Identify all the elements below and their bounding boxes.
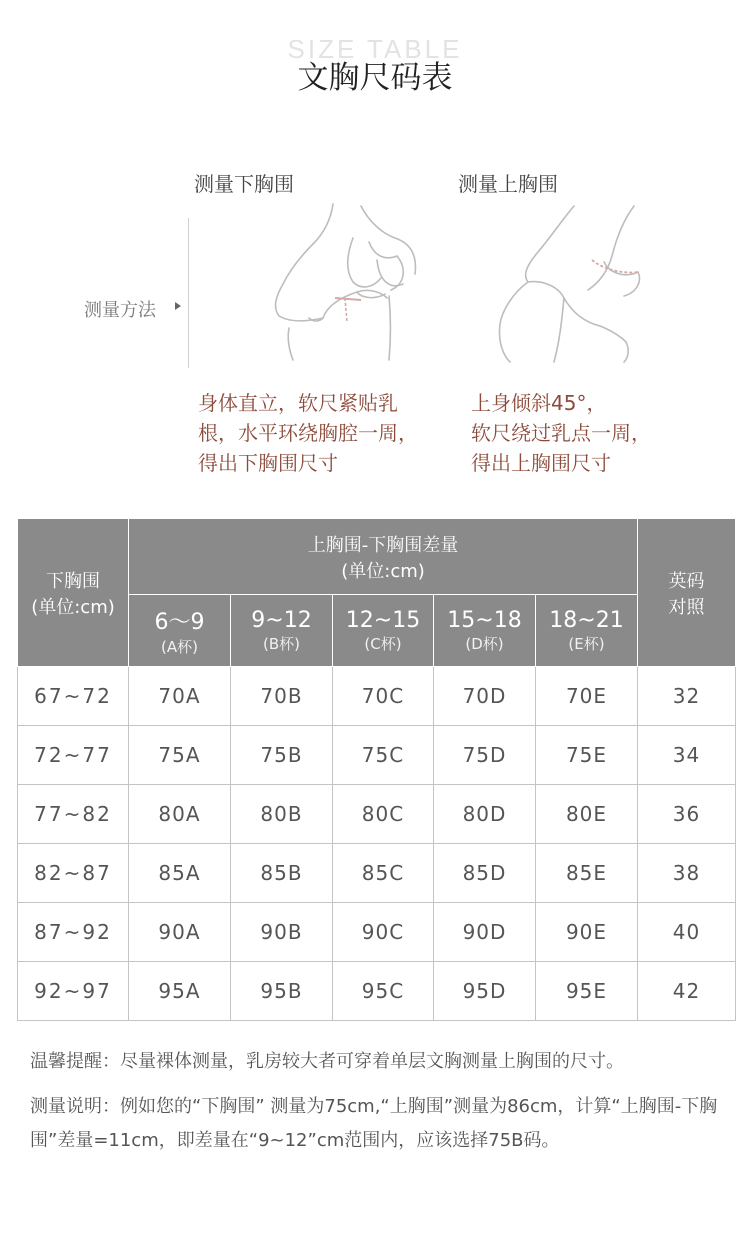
size-cell: 70A	[129, 667, 231, 726]
size-cell: 75B	[231, 726, 333, 785]
size-cell: 85A	[129, 844, 231, 903]
left-illustration-title: 测量下胸围	[194, 172, 294, 196]
cup-letter: (A杯)	[161, 637, 198, 656]
header-under-unit: (单位:cm)	[31, 596, 115, 618]
size-cell: 90D	[434, 903, 536, 962]
cup-letter: (C杯)	[364, 634, 402, 653]
divider	[188, 218, 189, 368]
cup-range: 12~15	[345, 607, 421, 633]
left-instruction-line: 身体直立，软尺紧贴乳	[198, 391, 398, 415]
right-instruction-line: 上身倾斜45°，	[471, 391, 607, 415]
tip-note: 温馨提醒：尽量裸体测量，乳房较大者可穿着单层文胸测量上胸围的尺寸。	[30, 1051, 624, 1072]
right-instruction-line: 得出上胸围尺寸	[471, 451, 611, 475]
size-cell: 70D	[434, 667, 536, 726]
under-bust-cell: 67~72	[18, 667, 129, 726]
uk-size-cell: 36	[638, 785, 736, 844]
header-uk-size	[638, 519, 736, 667]
underbust-illustration	[265, 198, 440, 363]
left-instructions	[198, 388, 418, 478]
under-bust-cell: 87~92	[18, 903, 129, 962]
size-cell: 80B	[231, 785, 333, 844]
header-under-bust	[18, 519, 129, 667]
right-illustration-title: 测量上胸围	[458, 172, 558, 196]
arrow-right-icon	[175, 302, 181, 310]
header-diff-label: 上胸围-下胸围差量	[307, 534, 459, 556]
size-rows	[18, 667, 736, 1021]
ghost-subtitle: SIZE TABLE	[287, 34, 463, 64]
table-row	[18, 903, 736, 962]
header-uk-label2: 对照	[668, 596, 705, 618]
cup-range: 15~18	[447, 607, 522, 633]
table-row	[18, 726, 736, 785]
header-cup	[434, 595, 536, 667]
uk-size-cell: 42	[638, 962, 736, 1021]
bust-illustration	[492, 200, 652, 365]
size-cell: 95B	[231, 962, 333, 1021]
uk-size-cell: 32	[638, 667, 736, 726]
cup-letter: (E杯)	[568, 634, 605, 653]
size-cell: 80E	[536, 785, 638, 844]
size-cell: 85B	[231, 844, 333, 903]
header-uk-label: 英码	[668, 570, 705, 592]
table-row	[18, 667, 736, 726]
size-cell: 70C	[333, 667, 434, 726]
size-cell: 80A	[129, 785, 231, 844]
size-cell: 85E	[536, 844, 638, 903]
header-cup	[129, 595, 231, 667]
header-difference	[129, 519, 638, 595]
size-cell: 75E	[536, 726, 638, 785]
size-cell: 75A	[129, 726, 231, 785]
size-cell: 95E	[536, 962, 638, 1021]
cup-letter: (B杯)	[263, 634, 300, 653]
size-cell: 85C	[333, 844, 434, 903]
page-title: 文胸尺码表	[297, 60, 453, 96]
left-instruction-line: 得出下胸围尺寸	[198, 451, 338, 475]
uk-size-cell: 38	[638, 844, 736, 903]
cup-letter: (D杯)	[465, 634, 504, 653]
under-bust-cell: 72~77	[18, 726, 129, 785]
size-cell: 75C	[333, 726, 434, 785]
right-instruction-line: 软尺绕过乳点一周，	[471, 421, 651, 445]
size-cell: 95C	[333, 962, 434, 1021]
under-bust-cell: 82~87	[18, 844, 129, 903]
uk-size-cell: 34	[638, 726, 736, 785]
size-cell: 70E	[536, 667, 638, 726]
header-cup	[231, 595, 333, 667]
left-instruction-line: 根，水平环绕胸腔一周，	[198, 421, 418, 445]
cup-range: 9~12	[251, 607, 312, 633]
size-cell: 80D	[434, 785, 536, 844]
method-label: 测量方法	[84, 300, 156, 321]
size-table	[17, 518, 736, 1021]
under-bust-cell: 77~82	[18, 785, 129, 844]
size-cell: 95D	[434, 962, 536, 1021]
size-cell: 90A	[129, 903, 231, 962]
header-under-label: 下胸围	[46, 570, 100, 592]
size-cell: 85D	[434, 844, 536, 903]
size-cell: 80C	[333, 785, 434, 844]
header-cup	[536, 595, 638, 667]
cup-range: 6～9	[154, 609, 205, 635]
uk-size-cell: 40	[638, 903, 736, 962]
under-bust-cell: 92~97	[18, 962, 129, 1021]
header-diff-unit: (单位:cm)	[341, 560, 425, 582]
explain-note: 测量说明：例如您的“下胸围” 测量为75cm,“上胸围”测量为86cm，计算“上胸围-下胸围”差量=11cm，即差量在“9~12”cm范围内，应该选择75B码。	[30, 1096, 718, 1151]
size-cell: 95A	[129, 962, 231, 1021]
size-cell: 70B	[231, 667, 333, 726]
table-row	[18, 962, 736, 1021]
table-row	[18, 844, 736, 903]
size-cell: 90B	[231, 903, 333, 962]
size-cell: 90C	[333, 903, 434, 962]
size-cell: 75D	[434, 726, 536, 785]
header-cup	[333, 595, 434, 667]
table-row	[18, 785, 736, 844]
right-instructions	[471, 388, 651, 478]
size-cell: 90E	[536, 903, 638, 962]
cup-range: 18~21	[549, 607, 624, 633]
